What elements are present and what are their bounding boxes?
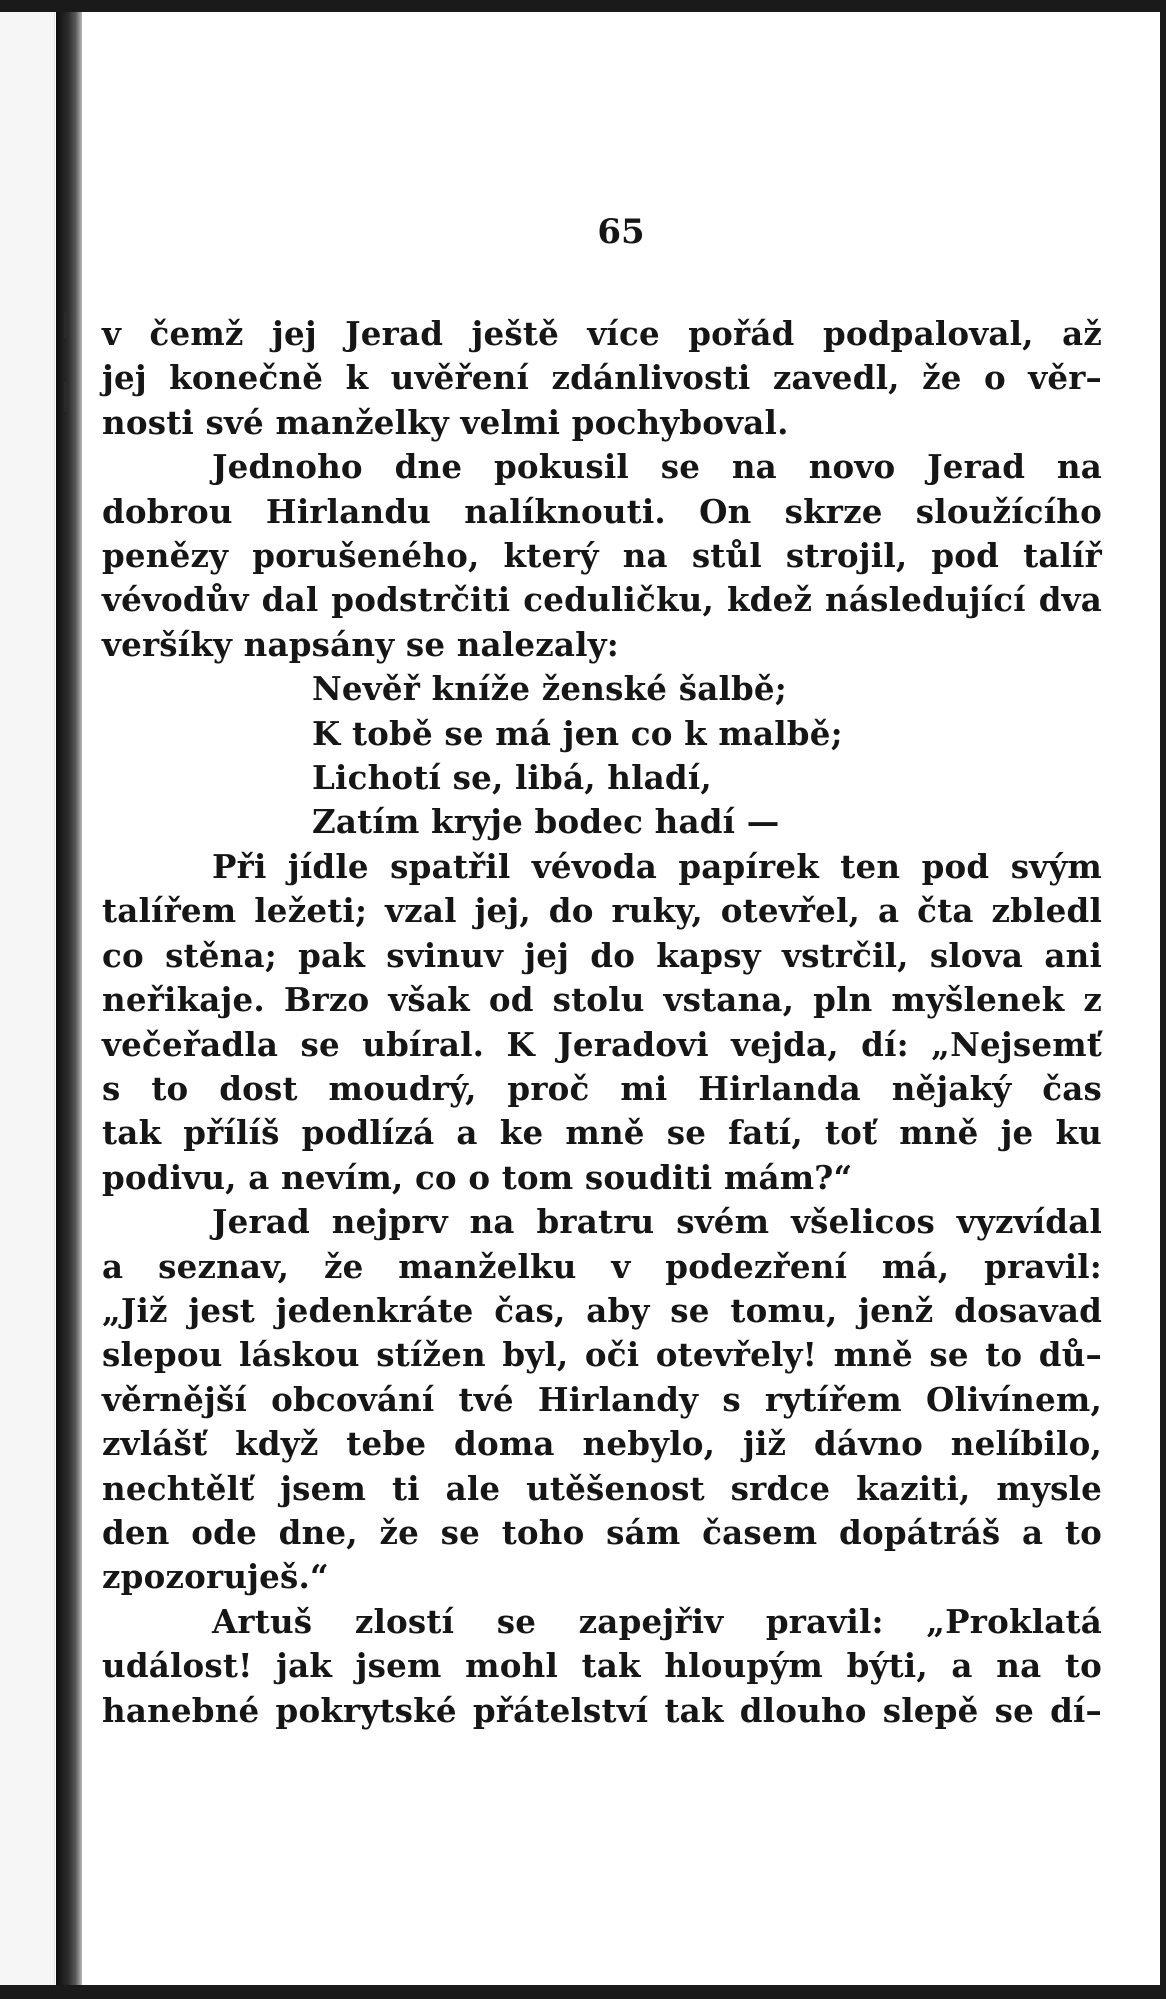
text-line: hanebné pokrytské přátelství tak dlouho slepě se dí– (102, 1690, 1102, 1730)
text-line: tak přílíš podlízá a ke mně se fatí, toť mně je ku (102, 1113, 1102, 1153)
text-line: talířem ležeti; vzal jej, do ruky, otevřel, a čta zbledl (102, 891, 1102, 931)
paragraph-first-line: Jerad nejprv na bratru svém všelicos vyzvídal (212, 1202, 1102, 1242)
text-line: veršíky napsány se nalezaly: (102, 624, 619, 664)
text-line: jej konečně k uvěření zdánlivosti zavedl, že o věr– (102, 358, 1102, 398)
text-line: v čemž jej Jerad ještě více pořád podpaloval, až (102, 314, 1102, 353)
book-binding-shadow (56, 12, 82, 1985)
text-line: co stěna; pak svinuv jej do kapsy vstrčil, slova ani (102, 935, 1102, 975)
text-line: slepou láskou stížen byl, oči otevřely! mně se to dů– (102, 1335, 1102, 1375)
binding-mark (64, 382, 67, 412)
paragraph-first-line: Artuš zlostí se zapejřiv pravil: „Proklatá (212, 1601, 1102, 1641)
text-line: věrnější obcování tvé Hirlandy s rytířem Olivínem, (102, 1379, 1102, 1419)
facing-page-edge (0, 12, 55, 1985)
paragraph-first-line: Při jídle spatřil vévoda papírek ten pod svým (212, 846, 1102, 886)
page-number: 65 (597, 212, 645, 252)
text-line: den ode dne, že se toho sám časem dopátráš a to (102, 1512, 1102, 1552)
book-page (82, 12, 1160, 1985)
text-line: vévodův dal podstrčiti ceduličku, kdež následující dva (102, 580, 1102, 620)
verse-line: Nevěř kníže ženské šalbě; (312, 669, 787, 709)
text-line: nechtělť jsem ti ale utěšenost srdce kaziti, mysle (102, 1468, 1102, 1508)
scan-frame-right (1160, 0, 1166, 1999)
binding-mark (64, 312, 67, 338)
text-line: dobrou Hirlandu nalíknouti. On skrze sloužícího (102, 491, 1102, 531)
text-line: událost! jak jsem mohl tak hloupým býti, a na to (102, 1646, 1102, 1686)
text-line: a seznav, že manželku v podezření má, pravil: (102, 1246, 1102, 1286)
text-line: nosti své manželky velmi pochyboval. (102, 402, 789, 442)
verse-block (102, 667, 1102, 845)
verse-line: Zatím kryje bodec hadí — (312, 802, 780, 842)
scan-frame-top (0, 0, 1166, 12)
text-line: neřikaje. Brzo však od stolu vstana, pln myšlenek z (102, 980, 1102, 1020)
page-text (102, 312, 1102, 1733)
verse-line: Lichotí se, libá, hladí, (312, 758, 712, 798)
verse-line: K tobě se má jen co k malbě; (312, 713, 843, 753)
text-line: večeřadla se ubíral. K Jeradovi vejda, dí: „Nejsemť (102, 1024, 1102, 1064)
scan-frame-bottom (0, 1985, 1166, 1999)
text-line: zvlášť když tebe doma nebylo, již dávno nelíbilo, (102, 1424, 1102, 1464)
text-line: zpozoruješ.“ (102, 1557, 329, 1597)
paragraph-first-line: Jednoho dne pokusil se na novo Jerad na (212, 447, 1102, 487)
text-line: s to dost moudrý, proč mi Hirlanda nějaký čas (102, 1068, 1102, 1108)
text-line: penězy porušeného, který na stůl strojil, pod talíř (102, 536, 1102, 576)
text-line: podivu, a nevím, co o tom souditi mám?“ (102, 1157, 853, 1197)
text-line: „Již jest jedenkráte čas, aby se tomu, jenž dosavad (102, 1290, 1102, 1330)
